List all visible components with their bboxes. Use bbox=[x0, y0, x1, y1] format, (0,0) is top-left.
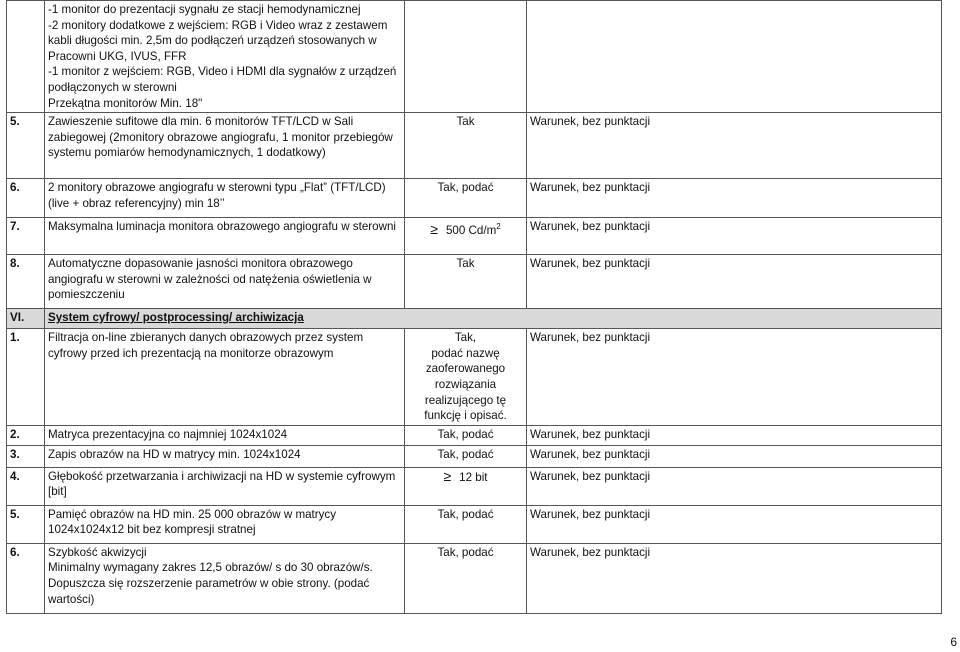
table-row bbox=[7, 445, 942, 467]
page-number: 6 bbox=[950, 635, 957, 649]
row-evaluation: Warunek, bez punktacji bbox=[527, 113, 942, 179]
row-description: 2 monitory obrazowe angiografu w sterowni typu „Flat” (TFT/LCD) (live + obraz referencyjny) min 18’’ bbox=[45, 179, 405, 218]
row-description: Szybkość akwizycji Minimalny wymagany zakres 12,5 obrazów/ s do 30 obrazów/s. Dopuszcza się rozszerzenie parametrów w obie strony. (podać wartości) bbox=[45, 543, 405, 613]
row-evaluation: Warunek, bez punktacji bbox=[527, 425, 942, 445]
table-row bbox=[7, 179, 942, 218]
row-description: Zawieszenie sufitowe dla min. 6 monitorów TFT/LCD w Sali zabiegowej (2monitory obrazowe angiografu, 1 monitor przebiegów systemu pomiarów hemodynamicznych, 1 dodatkowy) bbox=[45, 113, 405, 179]
row-value: Tak bbox=[405, 255, 527, 309]
row-evaluation: Warunek, bez punktacji bbox=[527, 255, 942, 309]
section-number: VI. bbox=[7, 309, 45, 329]
row-evaluation: Warunek, bez punktacji bbox=[527, 505, 942, 543]
row-description: -1 monitor do prezentacji sygnału ze stacji hemodynamicznej -2 monitory dodatkowe z wejściem: RGB i Video wraz z zestawem kabli długości min. 2,5m do podłączeń urządzeń stosowanych w Pracowni UKG, IVUS, FFR -1 monitor z wejściem: RGB, Video i HDMI dla sygnałów z urządzeń podłączonych w sterowni Przekątna monitorów Min. 18" bbox=[45, 1, 405, 113]
row-number: 8. bbox=[7, 255, 45, 309]
row-number: 2. bbox=[7, 425, 45, 445]
table-row bbox=[7, 329, 942, 426]
row-value: Tak, podać bbox=[405, 445, 527, 467]
table-row bbox=[7, 218, 942, 255]
row-evaluation: Warunek, bez punktacji bbox=[527, 218, 942, 255]
row-description: Automatyczne dopasowanie jasności monitora obrazowego angiografu w sterowni w zależności od natężenia oświetlenia w pomieszczeniu bbox=[45, 255, 405, 309]
row-value: Tak bbox=[405, 113, 527, 179]
row-evaluation bbox=[527, 1, 942, 113]
row-description: Maksymalna luminacja monitora obrazowego angiografu w sterowni bbox=[45, 218, 405, 255]
table-row bbox=[7, 113, 942, 179]
row-evaluation: Warunek, bez punktacji bbox=[527, 543, 942, 613]
row-description: Zapis obrazów na HD w matrycy min. 1024x1024 bbox=[45, 445, 405, 467]
row-number: 4. bbox=[7, 467, 45, 505]
row-number: 5. bbox=[7, 113, 45, 179]
row-description: Głębokość przetwarzania i archiwizacji na HD w systemie cyfrowym [bit] bbox=[45, 467, 405, 505]
row-value: Tak, podać bbox=[405, 179, 527, 218]
table-row bbox=[7, 467, 942, 505]
table-row bbox=[7, 1, 942, 113]
section-title-cell bbox=[45, 309, 942, 329]
greater-equal-icon: ≥ bbox=[443, 467, 452, 484]
value-superscript: 2 bbox=[496, 222, 501, 232]
greater-equal-icon: ≥ bbox=[430, 221, 438, 238]
row-number: 1. bbox=[7, 329, 45, 426]
row-description: Filtracja on-line zbieranych danych obrazowych przez system cyfrowy przed ich prezentacją na monitorze obrazowym bbox=[45, 329, 405, 426]
table-row bbox=[7, 543, 942, 613]
row-number: 5. bbox=[7, 505, 45, 543]
row-value: Tak, podać nazwę zaoferowanego rozwiązania realizującego tę funkcję i opisać. bbox=[405, 329, 527, 426]
row-description: Matryca prezentacyjna co najmniej 1024x1024 bbox=[45, 425, 405, 445]
row-description: Pamięć obrazów na HD min. 25 000 obrazów w matrycy 1024x1024x12 bit bez kompresji stratnej bbox=[45, 505, 405, 543]
row-number: 7. bbox=[7, 218, 45, 255]
row-number: 6. bbox=[7, 543, 45, 613]
row-number bbox=[7, 1, 45, 113]
table-row bbox=[7, 505, 942, 543]
row-evaluation: Warunek, bez punktacji bbox=[527, 445, 942, 467]
row-value bbox=[405, 1, 527, 113]
section-header-row bbox=[7, 309, 942, 329]
section-title: System cyfrowy/ postprocessing/ archiwizacja bbox=[48, 311, 304, 325]
row-value bbox=[405, 218, 527, 255]
specification-table bbox=[6, 0, 942, 614]
row-evaluation: Warunek, bez punktacji bbox=[527, 467, 942, 505]
row-evaluation: Warunek, bez punktacji bbox=[527, 179, 942, 218]
table-row bbox=[7, 425, 942, 445]
table-row bbox=[7, 255, 942, 309]
value-text: 500 Cd/m bbox=[445, 224, 497, 238]
value-text: 12 bit bbox=[459, 470, 488, 484]
row-value: Tak, podać bbox=[405, 543, 527, 613]
row-number: 6. bbox=[7, 179, 45, 218]
row-number: 3. bbox=[7, 445, 45, 467]
row-value: Tak, podać bbox=[405, 505, 527, 543]
row-value: Tak, podać bbox=[405, 425, 527, 445]
row-value bbox=[405, 467, 527, 505]
row-evaluation: Warunek, bez punktacji bbox=[527, 329, 942, 426]
